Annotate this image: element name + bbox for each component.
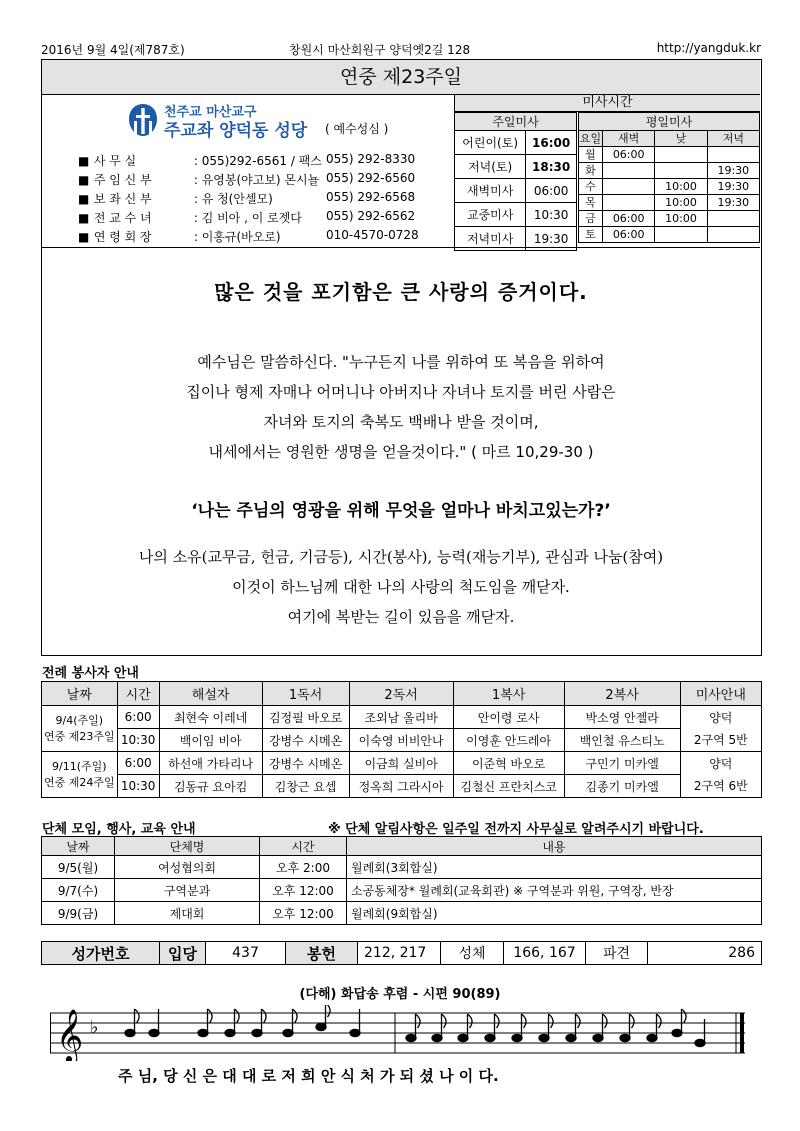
melody-notes	[125, 1005, 705, 1047]
weekday-col-dawn: 새벽	[603, 131, 655, 147]
server1-cell: 김철신 프란치스코	[453, 775, 564, 798]
weekday-day: 화	[579, 163, 603, 179]
weekday-mass-header: 평일미사	[579, 113, 760, 131]
group-cell: 구역분과	[115, 879, 260, 902]
guide-group: 2구역 6반	[693, 778, 748, 793]
groups-section-label: 단체 모임, 행사, 교육 안내	[42, 822, 196, 837]
church-url[interactable]: http://yangduk.kr	[656, 41, 761, 55]
weekday-day: 수	[579, 179, 603, 195]
hymn-label: 성가번호	[42, 942, 160, 965]
weekday-evening	[707, 211, 759, 227]
contact-value: 김 비아 , 이 로젯다	[201, 211, 302, 225]
col-mass-guide: 미사안내	[680, 682, 761, 706]
reading2-cell: 정옥희 그라시아	[349, 775, 453, 798]
date-cell: 9/7(수)	[42, 879, 115, 902]
message-question: ‘나는 주님의 영광을 위해 무엇을 얼마나 바치고있는가?’	[191, 501, 611, 521]
sunday-mass-row	[455, 155, 577, 179]
groups-table	[41, 836, 762, 925]
closing-line: 이것이 하느님께 대한 나의 사랑의 척도임을 깨닫자.	[232, 578, 570, 596]
weekday-evening	[707, 227, 759, 243]
weekday-row	[579, 227, 760, 243]
liturgy-date	[42, 706, 118, 752]
groups-notice: ※ 단체 알림사항은 일주일 전까지 사무실로 알려주시기 바랍니다.	[328, 822, 704, 837]
weekday-col-day: 요일	[579, 131, 602, 145]
table-row	[42, 856, 762, 879]
col-server1: 1복사	[453, 682, 564, 706]
reading1-cell: 강병수 시메온	[262, 729, 349, 752]
bulletin-main-box	[41, 59, 762, 656]
sunday-mass-row	[455, 203, 577, 227]
contact-value: 유 청(안셀모)	[201, 192, 273, 206]
mass-name: 저녁(토)	[455, 155, 526, 179]
weekday-col-evening: 저녁	[707, 131, 759, 147]
reading1-cell: 김창근 요셉	[262, 775, 349, 798]
communion-label: 성체	[441, 942, 504, 965]
contact-value: 055)292-6561 / 팩스	[201, 154, 322, 168]
parish-info	[42, 95, 451, 245]
server2-cell: 박소영 안젤라	[564, 706, 680, 729]
sunday-label: 연중 제23주일	[44, 729, 115, 743]
quote-line: 집이나 형제 자매나 어머니나 아버지나 자녀나 토지를 버린 사람은	[186, 383, 616, 401]
bullet-icon: ■	[78, 154, 90, 168]
contact-row: ■ 주 임 신 부 : 유영봉(야고보) 몬시뇰 055) 292-6560	[78, 171, 416, 187]
weekday-noon	[655, 147, 707, 163]
treble-clef-icon	[56, 1008, 83, 1061]
mass-schedule-title: 미사시간	[454, 95, 760, 112]
table-row	[42, 752, 762, 775]
mass-time: 06:00	[526, 179, 577, 203]
guide-group: 2구역 5반	[693, 732, 748, 747]
weekday-row	[579, 211, 760, 227]
mass-name: 저녁미사	[455, 227, 526, 251]
contact-role: 연 령 회 장	[93, 230, 152, 244]
weekday-dawn	[603, 179, 655, 195]
issue-date: 2016년 9월 4일(제787호)	[41, 43, 185, 57]
dismissal-label: 파견	[586, 942, 648, 965]
weekday-dawn: 06:00	[603, 147, 655, 163]
time-cell: 10:30	[117, 729, 159, 752]
weekday-noon: 10:00	[655, 195, 707, 211]
contact-role: 전 교 수 녀	[93, 211, 152, 225]
offertory-hymn: 212, 217	[358, 942, 441, 965]
commentator-cell: 하선애 가타리나	[159, 752, 262, 775]
content-cell: 소공동체장* 월례회(교육회관) ※ 구역분과 위원, 구역장, 반장	[347, 879, 762, 902]
table-row	[42, 706, 762, 729]
guide-area: 양덕	[709, 756, 733, 771]
bullet-icon: ■	[78, 211, 90, 225]
parish-name: 주교좌 양덕동 성당	[164, 121, 308, 141]
quote-line: 내세에서는 영원한 생명을 얻을것이다." ( 마르 10,29-30 )	[208, 443, 594, 461]
mass-name: 교중미사	[455, 203, 526, 227]
reading2-cell: 이숙영 비비안나	[349, 729, 453, 752]
weekday-dawn	[603, 195, 655, 211]
psalm-lyrics: 주 님, 당 신 은 대 대 로 저 희 안 식 처 가 되 셨 나 이 다.	[118, 1067, 499, 1085]
weekday-evening	[707, 147, 759, 163]
weekday-noon	[655, 163, 707, 179]
col-group: 단체명	[115, 837, 260, 856]
time-cell: 오후 12:00	[260, 902, 347, 925]
sunday-mass-table	[454, 112, 577, 251]
weekday-row	[579, 179, 760, 195]
time-cell: 10:30	[117, 775, 159, 798]
sunday-mass-row	[455, 179, 577, 203]
liturgy-table	[41, 681, 762, 798]
server2-cell: 구민기 미카엘	[564, 752, 680, 775]
weekday-dawn	[603, 163, 655, 179]
mass-time: 10:30	[526, 203, 577, 227]
weekday-row	[579, 147, 760, 163]
reading1-cell: 강병수 시메온	[262, 752, 349, 775]
contact-row: ■ 사 무 실 : 055)292-6561 / 팩스 055) 292-8330	[78, 152, 416, 168]
weekday-noon: 10:00	[655, 211, 707, 227]
weekday-day: 목	[579, 195, 603, 211]
svg-text:𝄞: 𝄞	[56, 1008, 84, 1061]
music-staff	[50, 1005, 750, 1061]
mass-name: 새벽미사	[455, 179, 526, 203]
group-cell: 제대회	[115, 902, 260, 925]
date-cell: 9/9(금)	[42, 902, 115, 925]
church-address: 창원시 마산회원구 양덕옛2길 128	[289, 43, 471, 57]
hymn-numbers-table	[41, 941, 762, 965]
liturgy-date	[42, 752, 118, 798]
col-server2: 2복사	[564, 682, 680, 706]
col-time: 시간	[117, 682, 159, 706]
contact-phone: 055) 292-6568	[326, 190, 416, 204]
contact-role: 보 좌 신 부	[93, 192, 152, 206]
mass-guide-cell	[680, 706, 761, 752]
table-header-row	[42, 682, 762, 706]
page-title: 연중 제23주일	[42, 60, 760, 95]
server1-cell: 이영훈 안드레아	[453, 729, 564, 752]
contact-row: ■ 연 령 회 장 : 이홍규(바오로) 010-4570-0728	[78, 228, 419, 244]
reading2-cell: 조외남 올리바	[349, 706, 453, 729]
date-label: 9/11(주일)	[52, 759, 107, 773]
parish-patron: ( 예수성심 )	[325, 122, 389, 136]
commentator-cell: 최현숙 이레네	[159, 706, 262, 729]
time-cell: 오후 2:00	[260, 856, 347, 879]
closing-line: 나의 소유(교무금, 헌금, 기금등), 시간(봉사), 능력(재능기부), 관심과 나눔(참여)	[138, 548, 664, 566]
table-row	[42, 729, 762, 752]
table-row	[42, 775, 762, 798]
col-date: 날짜	[42, 682, 118, 706]
server2-cell: 백인철 유스티노	[564, 729, 680, 752]
contact-value: 이홍규(바오로)	[201, 230, 281, 244]
contact-phone: 055) 292-6560	[326, 171, 416, 185]
weekday-row	[579, 163, 760, 179]
weekday-row	[579, 195, 760, 211]
col-time: 시간	[260, 837, 347, 856]
weekday-dawn: 06:00	[603, 227, 655, 243]
parish-diocese: 천주교 마산교구	[164, 105, 257, 120]
weekday-col-noon: 낮	[655, 131, 707, 147]
contact-role: 주 임 신 부	[93, 173, 152, 187]
table-row	[42, 879, 762, 902]
col-reading2: 2독서	[349, 682, 453, 706]
weekday-evening: 19:30	[707, 195, 759, 211]
church-logo-icon	[128, 103, 158, 137]
weekday-day: 월	[579, 147, 603, 163]
commentator-cell: 김동규 요아킴	[159, 775, 262, 798]
weekday-evening: 19:30	[707, 163, 759, 179]
table-row	[42, 902, 762, 925]
sunday-mass-header: 주일미사	[455, 113, 577, 131]
mass-name: 어린이(토)	[455, 131, 526, 155]
content-cell: 월례회(3회합실)	[347, 856, 762, 879]
server1-cell: 이준혁 바오로	[453, 752, 564, 775]
sunday-label: 연중 제24주일	[44, 775, 115, 789]
entrance-hymn: 437	[206, 942, 286, 965]
contact-row: ■ 보 좌 신 부 : 유 청(안셀모) 055) 292-6568	[78, 190, 416, 206]
col-commentator: 해설자	[159, 682, 262, 706]
date-cell: 9/5(월)	[42, 856, 115, 879]
col-date: 날짜	[42, 837, 115, 856]
date-label: 9/4(주일)	[55, 713, 104, 727]
weekday-day: 금	[579, 211, 603, 227]
bullet-icon: ■	[78, 230, 90, 244]
content-cell: 월례회(9회합실)	[347, 902, 762, 925]
col-content: 내용	[347, 837, 762, 856]
contact-row: ■ 전 교 수 녀 : 김 비아 , 이 로젯다 055) 292-6562	[78, 209, 416, 225]
entrance-label: 입당	[160, 942, 206, 965]
contact-phone: 055) 292-8330	[326, 152, 416, 166]
mass-guide-cell	[680, 752, 761, 798]
weekday-noon	[655, 227, 707, 243]
quote-line: 자녀와 토지의 축복도 백배나 받을 것이며,	[263, 413, 539, 431]
weekday-evening: 19:30	[707, 179, 759, 195]
contact-phone: 010-4570-0728	[326, 228, 419, 242]
mass-time: 16:00	[526, 131, 577, 155]
table-header-row	[42, 837, 762, 856]
weekday-day: 토	[579, 227, 603, 243]
mass-time: 18:30	[526, 155, 577, 179]
quote-line: 예수님은 말씀하신다. "누구든지 나를 위하여 또 복음을 위하여	[197, 353, 605, 371]
offertory-label: 봉헌	[286, 942, 358, 965]
reading2-cell: 이금희 실비아	[349, 752, 453, 775]
contact-value: 유영봉(야고보) 몬시뇰	[201, 173, 320, 187]
weekday-dawn: 06:00	[603, 211, 655, 227]
col-reading1: 1독서	[262, 682, 349, 706]
liturgy-section-label: 전례 봉사자 안내	[42, 666, 139, 681]
contact-role: 사 무 실	[93, 154, 137, 168]
reading1-cell: 김정필 바오로	[262, 706, 349, 729]
mass-time: 19:30	[526, 227, 577, 251]
guide-area: 양덕	[709, 710, 733, 725]
time-cell: 오후 12:00	[260, 879, 347, 902]
sunday-mass-row	[455, 131, 577, 155]
message-title: 많은 것을 포기함은 큰 사랑의 증거이다.	[214, 280, 588, 304]
bullet-icon: ■	[78, 173, 90, 187]
closing-line: 여기에 복받는 길이 있음을 깨닫자.	[287, 608, 515, 626]
commentator-cell: 백이임 비아	[159, 729, 262, 752]
header-line	[41, 38, 761, 58]
dismissal-hymn: 286	[648, 942, 762, 965]
weekly-message	[42, 247, 760, 654]
weekday-mass-table	[578, 112, 760, 243]
communion-hymn: 166, 167	[504, 942, 586, 965]
flat-icon: ♭	[90, 1017, 99, 1038]
group-cell: 여성협의회	[115, 856, 260, 879]
server1-cell: 안이령 로사	[453, 706, 564, 729]
weekday-noon: 10:00	[655, 179, 707, 195]
psalm-title: (다해) 화답송 후렴 - 시편 90(89)	[299, 987, 501, 1002]
bullet-icon: ■	[78, 192, 90, 206]
time-cell: 6:00	[117, 752, 159, 775]
contact-phone: 055) 292-6562	[326, 209, 416, 223]
server2-cell: 김종기 미카엘	[564, 775, 680, 798]
time-cell: 6:00	[117, 706, 159, 729]
